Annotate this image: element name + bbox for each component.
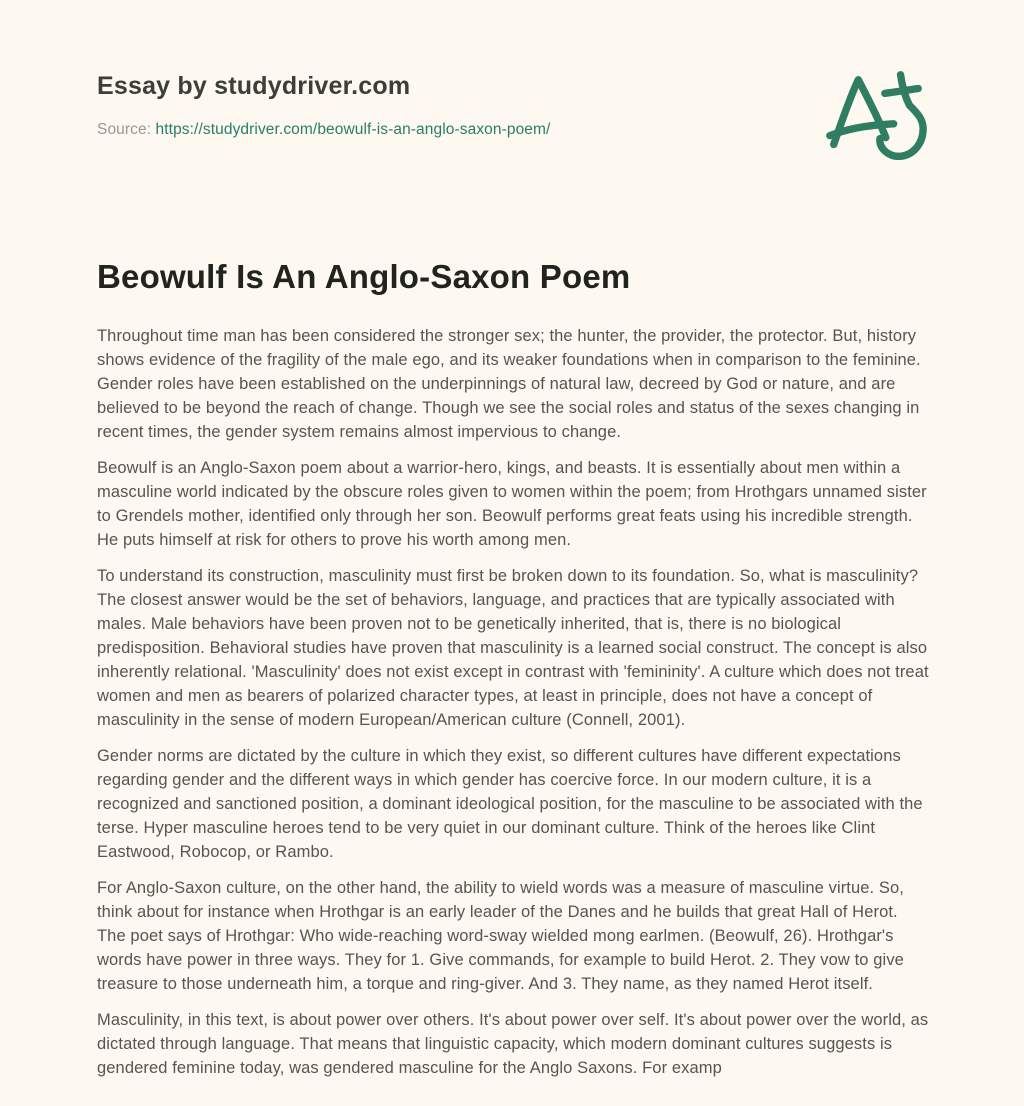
essay-paragraph: Masculinity, in this text, is about power over others. It's about power over self. It's about power over the world, as dictated through language. That means that linguistic capacity, which modern dominant cultures suggests is gendered feminine today, was gendered masculine for the Anglo Saxons. For examp [97, 1011, 929, 1077]
essay-paragraph: For Anglo-Saxon culture, on the other hand, the ability to wield words was a measure of masculine virtue. So, think about for instance when Hrothgar is an early leader of the Danes and he builds that great Hall of Herot. The poet says of Hrothgar: Who wide-reaching word-sway wielded mong earlmen. (Beowulf, 26). Hrothgar's words have power in three ways. They for 1. Give commands, for example to build Herot. 2. They vow to give treasure to those underneath him, a torque and ring-giver. And 3. They name, as they named Herot itself. [97, 879, 904, 993]
source-link[interactable]: https://studydriver.com/beowulf-is-an-anglo-saxon-poem/ [155, 121, 551, 138]
essay-paragraph: Gender norms are dictated by the culture in which they exist, so different cultures have different expectations regarding gender and the different ways in which gender has coercive force. In our modern culture, it is a recognized and sanctioned position, a dominant ideological position, for the masculine to be associated with the terse. Hyper masculine heroes tend to be very quiet in our dominant culture. Think of the heroes like Clint Eastwood, Robocop, or Rambo. [97, 747, 923, 861]
header-text-block [97, 70, 550, 139]
essay-body [97, 324, 930, 1080]
source-row [97, 121, 550, 139]
source-label: Source: [97, 121, 152, 138]
essay-title: Beowulf Is An Anglo-Saxon Poem [97, 258, 631, 295]
essay-article [97, 258, 930, 1080]
essay-paragraph: To understand its construction, masculinity must first be broken down to its foundation. So, what is masculinity? The closest answer would be the set of behaviors, language, and practices that are typically associated with males. Male behaviors have been proven not to be genetically inherited, that is, there is no biological predisposition. Behavioral studies have proven that masculinity is a learned social construct. The concept is also inherently relational. 'Masculinity' does not exist except in contrast with 'femininity'. A culture which does not treat women and men as bearers of polarized character types, at least in principle, does not have a concept of masculinity in the sense of modern European/American culture (Connell, 2001). [97, 567, 929, 729]
a-plus-logo-icon [820, 66, 930, 166]
studydriver-logo [820, 66, 930, 166]
page-header [97, 70, 930, 166]
essay-paragraph: Beowulf is an Anglo-Saxon poem about a warrior-hero, kings, and beasts. It is essentially about men within a masculine world indicated by the obscure roles given to women within the poem; from Hrothgars unnamed sister to Grendels mother, identified only through her son. Beowulf performs great feats using his incredible strength. He puts himself at risk for others to prove his worth among men. [97, 459, 927, 549]
essay-paragraph: Throughout time man has been considered the stronger sex; the hunter, the provider, the protector. But, history shows evidence of the fragility of the male ego, and its weaker foundations when in comparison to the feminine. Gender roles have been established on the underpinnings of natural law, decreed by God or nature, and are believed to be beyond the reach of change. Though we see the social roles and status of the sexes changing in recent times, the gender system remains almost impervious to change. [97, 327, 921, 441]
essay-by-heading: Essay by studydriver.com [97, 72, 411, 100]
